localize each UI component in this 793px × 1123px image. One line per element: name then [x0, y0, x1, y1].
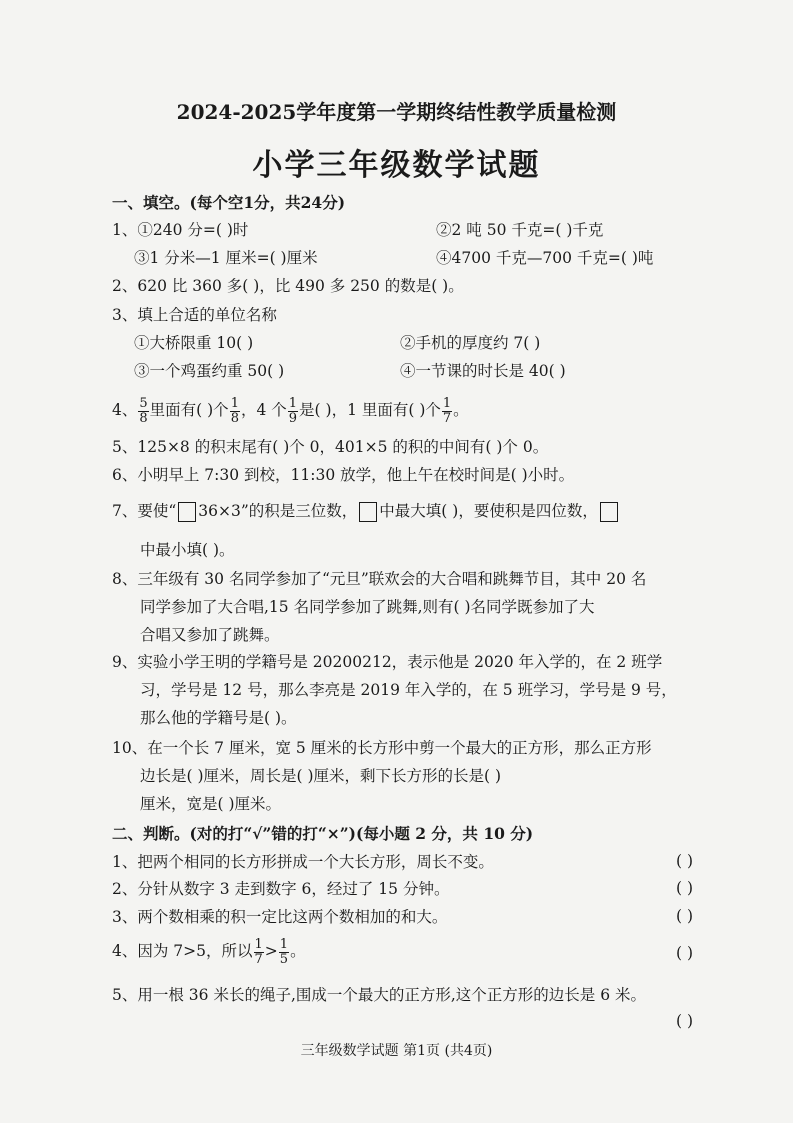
question-3: 3、填上合适的单位名称	[112, 306, 277, 324]
judge-4-answer: ( )	[676, 944, 694, 962]
question-10-line3: 厘米，宽是( )厘米。	[140, 795, 282, 813]
judge-4: 4、因为 7>5，所以 $\frac{1}{7}$ > $\frac{1}{5}$ 。	[112, 936, 306, 967]
question-1b: ②2 吨 50 千克=( )千克	[436, 221, 604, 239]
question-8-line3: 合唱又参加了跳舞。	[140, 626, 280, 644]
question-1a: 1、①240 分=( )时	[112, 221, 249, 239]
fraction-1-7: $\frac{1}{7}$	[442, 395, 452, 426]
question-3a: ①大桥限重 10( )	[134, 334, 254, 352]
question-7: 7、要使“ 36×3”的积是三位数， 中最大填( )，要使积是四位数，	[112, 501, 620, 522]
answer-box	[600, 502, 618, 522]
question-5: 5、125×8 的积末尾有( )个 0，401×5 的积的中间有( )个 0。	[112, 438, 549, 456]
question-6: 6、小明早上 7:30 到校，11:30 放学，他上午在校时间是( )小时。	[112, 466, 575, 484]
answer-box	[359, 502, 377, 522]
judge-1: 1、把两个相同的长方形拼成一个大长方形，周长不变。	[112, 853, 494, 871]
judge-3-answer: ( )	[676, 907, 694, 925]
section-2-title: 二、判断。(对的打“√”错的打“×”)(每小题 2 分，共 10 分)	[112, 824, 534, 843]
question-2: 2、620 比 360 多( )，比 490 多 250 的数是( )。	[112, 277, 464, 295]
question-9-line2: 习，学号是 12 号，那么李亮是 2019 年入学的，在 5 班学习，学号是 9 号，	[140, 681, 677, 699]
answer-box	[178, 502, 196, 522]
question-10-line1: 10、在一个长 7 厘米，宽 5 厘米的长方形中剪一个最大的正方形，那么正方形	[112, 739, 652, 757]
fraction-1-8: $\frac{1}{8}$	[230, 395, 239, 426]
fraction-1-5: $\frac{1}{5}$	[279, 936, 289, 967]
question-1d: ④4700 千克—700 千克=( )吨	[436, 249, 654, 267]
question-3b: ②手机的厚度约 7( )	[400, 334, 541, 352]
fraction-5-8: $\frac{5}{8}$	[139, 395, 148, 426]
question-3c: ③一个鸡蛋约重 50( )	[134, 362, 285, 380]
question-7-cont: 中最小填( )。	[140, 541, 235, 559]
question-10-line2: 边长是( )厘米，周长是( )厘米，剩下长方形的长是( )	[140, 767, 502, 785]
judge-2-answer: ( )	[676, 879, 694, 897]
judge-5-answer: ( )	[676, 1012, 694, 1030]
judge-2: 2、分针从数字 3 走到数字 6，经过了 15 分钟。	[112, 880, 450, 898]
judge-3: 3、两个数相乘的积一定比这两个数相加的和大。	[112, 908, 448, 926]
judge-1-answer: ( )	[676, 852, 694, 870]
exam-title: 2024-2025学年度第一学期终结性教学质量检测	[176, 100, 617, 124]
question-4: 4、 $\frac{5}{8}$ 里面有( )个 $\frac{1}{8}$ ，4 个 $\frac{1}{9}$ 是( )，1 里面有( )个 $\frac{1}{7}$ 。	[112, 395, 469, 426]
fraction-1-9: $\frac{1}{9}$	[288, 395, 298, 426]
question-1c: ③1 分米—1 厘米=( )厘米	[134, 249, 318, 267]
judge-5: 5、用一根 36 米长的绳子,围成一个最大的正方形,这个正方形的边长是 6 米。	[112, 986, 647, 1004]
question-9-line1: 9、实验小学王明的学籍号是 20200212，表示他是 2020 年入学的，在 2 班学	[112, 653, 663, 671]
paper-title: 小学三年级数学试题	[252, 148, 541, 183]
section-1-title: 一、填空。(每个空1分，共24分)	[112, 193, 346, 212]
question-8-line2: 同学参加了大合唱,15 名同学参加了跳舞,则有( )名同学既参加了大	[140, 598, 595, 616]
question-9-line3: 那么他的学籍号是( )。	[140, 709, 297, 727]
page-footer: 三年级数学试题 第1页 (共4页)	[300, 1043, 493, 1059]
question-8-line1: 8、三年级有 30 名同学参加了“元旦”联欢会的大合唱和跳舞节目，其中 20 名	[112, 570, 647, 588]
fraction-1-7: $\frac{1}{7}$	[254, 936, 263, 967]
question-3d: ④一节课的时长是 40( )	[400, 362, 566, 380]
